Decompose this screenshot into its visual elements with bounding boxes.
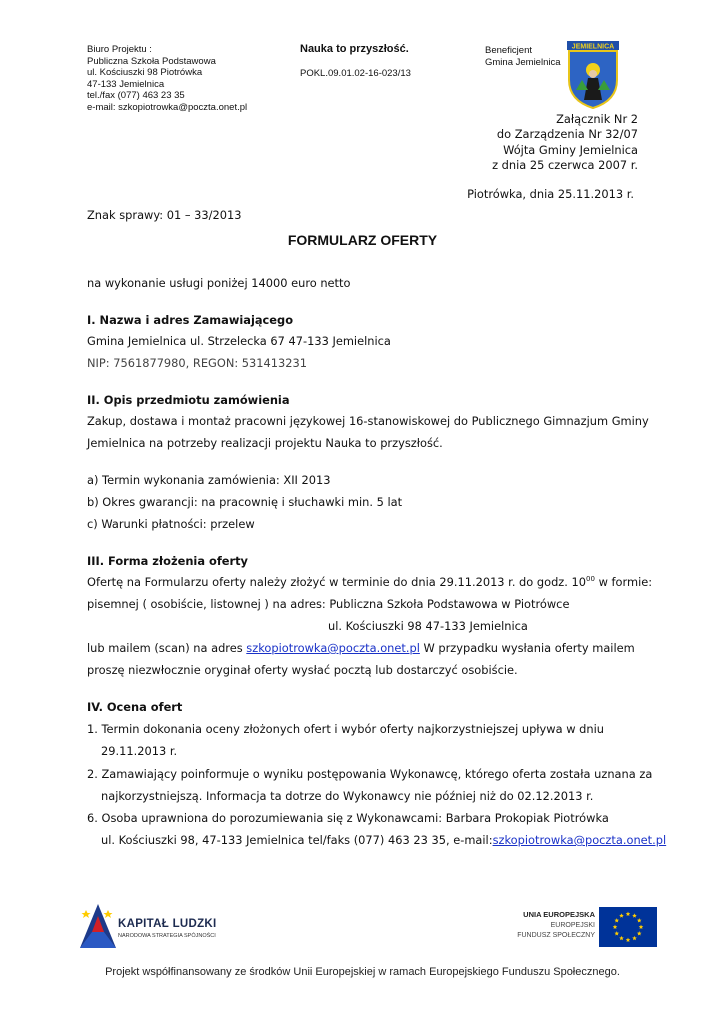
hour-minutes: 00 [586,575,595,583]
section-1-heading: I. Nazwa i adres Zamawiającego [87,313,294,327]
eu-line3: FUNDUSZ SPOŁECZNY [517,932,595,939]
evaluation-point-cont: 29.11.2013 r. [101,744,178,758]
warranty-item: b) Okres gwarancji: na pracownię i słuchawki min. 5 lat [87,495,403,509]
subject-desc-line: Jemielnica na potrzeby realizacji projektu Nauka to przyszłość. [87,436,443,450]
kapital-ludzki-emblem [78,902,118,950]
jemielnica-crest-logo [566,40,620,110]
submission-address: pisemnej ( osobiście, listownej ) na adres: Publiczna Szkoła Podstawowa w Piotrówce [87,597,570,611]
beneficiary-label: Beneficjent [485,45,533,56]
contact-email-link[interactable]: szkopiotrowka@poczta.onet.pl [492,833,667,847]
original-offer-note: proszę niezwłocznie oryginał oferty wysłać pocztą lub dostarczyć osobiście. [87,663,518,677]
kl-title: KAPITAŁ LUDZKI [118,918,217,930]
deadline-text: Ofertę na Formularzu oferty należy złożyć w terminie do dnia 29.11.2013 r. do godz. 10 [87,575,587,589]
submission-deadline [87,575,652,589]
office-line: Publiczna Szkoła Podstawowa [87,55,216,67]
crest-text: JEMIELNICA [571,43,615,51]
office-line: tel./fax (077) 463 23 35 [87,90,185,102]
evaluation-point: 2. Zamawiający poinformuje o wyniku postępowania Wykonawcę, którego oferta została uznana za [87,767,653,781]
office-email: e-mail: szkopiotrowka@poczta.onet.pl [87,101,248,113]
orderer-address: Gmina Jemielnica ul. Strzelecka 67 47-133 Jemielnica [87,334,391,348]
payment-item: c) Warunki płatności: przelew [87,517,255,531]
contact-text: ul. Kościuszki 98, 47-133 Jemielnica tel/faks (077) 463 23 35, e-mail: [101,833,493,847]
email-prefix: lub mailem (scan) na adres [87,641,247,655]
place-date: Piotrówka, dnia 25.11.2013 r. [467,187,634,201]
eu-efs-logo [505,905,657,949]
project-title: Nauka to przyszłość. [300,43,409,55]
annex-line: Załącznik Nr 2 [556,112,638,126]
section-2-heading: II. Opis przedmiotu zamówienia [87,393,290,407]
evaluation-point: 1. Termin dokonania oceny złożonych ofert i wybór oferty najkorzystniejszej upływa w dniu [87,722,604,736]
intro-text: na wykonanie usługi poniżej 14000 euro netto [87,276,351,290]
contact-line [101,833,666,847]
kapital-ludzki-logo [78,902,228,950]
term-item: a) Termin wykonania zamówienia: XII 2013 [87,473,331,487]
eu-line2: EUROPEJSKI [550,922,595,929]
section-4-heading: IV. Ocena ofert [87,700,183,714]
deadline-text-end: w formie: [594,575,653,589]
beneficiary-name: Gmina Jemielnica [485,57,561,68]
office-line: ul. Kościuszki 98 Piotrówka [87,67,203,79]
project-office-block [87,44,287,114]
project-code: POKL.09.01.02-16-023/13 [300,68,411,79]
annex-line: z dnia 25 czerwca 2007 r. [492,157,638,172]
office-line: Biuro Projektu : [87,44,152,55]
office-line: 47-133 Jemielnica [87,78,165,90]
annex-line: do Zarządzenia Nr 32/07 [496,127,638,142]
school-email-link[interactable]: szkopiotrowka@poczta.onet.pl [246,641,420,655]
eu-line1: UNIA EUROPEJSKA [523,910,595,919]
evaluation-point: 6. Osoba uprawniona do porozumiewania się z Wykonawcami: Barbara Prokopiak Piotrówka [87,811,609,825]
kl-subtitle: NARODOWA STRATEGIA SPÓJNOŚCI [118,933,216,939]
annex-block [470,112,638,173]
evaluation-point-cont: najkorzystniejszą. Informacja ta dotrze do Wykonawcy nie później niż do 02.12.2013 r. [101,789,594,803]
annex-line: Wójta Gminy Jemielnica [503,142,638,157]
email-suffix: W przypadku wysłania oferty mailem [419,641,635,655]
subject-desc-line: Zakup, dostawa i montaż pracowni językowej 16-stanowiskowej do Publicznego Gimnazjum Gminy [87,414,649,428]
section-3-heading: III. Forma złożenia oferty [87,554,248,568]
cofinancing-note: Projekt współfinansowany ze środków Unii Europejskiej w ramach Europejskiego Funduszu Społecznego. [105,966,620,978]
case-number: Znak sprawy: 01 – 33/2013 [87,208,242,222]
eu-flag-icon [599,907,657,947]
orderer-ids: NIP: 7561877980, REGON: 531413231 [87,356,308,370]
submission-email-line [87,641,635,655]
submission-street: ul. Kościuszki 98 47-133 Jemielnica [328,619,528,633]
document-title: FORMULARZ OFERTY [287,232,438,248]
